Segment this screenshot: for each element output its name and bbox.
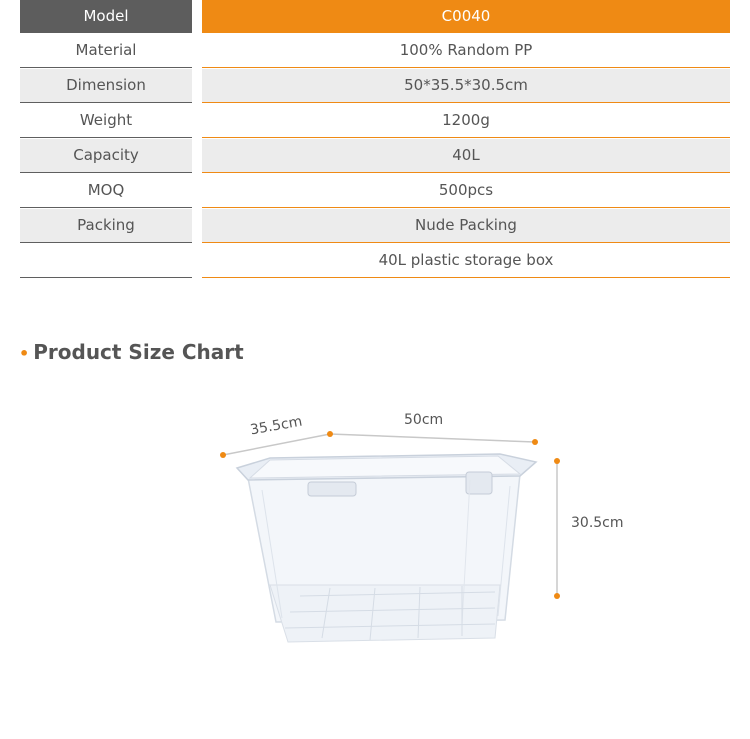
table-row [20,174,730,209]
table-row [20,139,730,174]
row-label: Packing [20,209,192,243]
table-header-row [20,0,730,34]
row-label: Dimension [20,69,192,103]
size-chart [0,380,750,680]
row-value: 40L plastic storage box [202,244,730,278]
table-row [20,34,730,69]
spec-table [20,0,730,279]
section-title [19,340,244,364]
bullet-dot-icon: • [19,344,30,363]
table-row [20,69,730,104]
row-label: Weight [20,104,192,138]
depth-label: 35.5cm [249,413,304,439]
header-value: C0040 [202,0,730,33]
row-value: Nude Packing [202,209,730,243]
table-row [20,209,730,244]
storage-box-illustration [0,380,750,680]
row-label: Capacity [20,139,192,173]
row-value: 500pcs [202,174,730,208]
size-chart-title: Product Size Chart [33,340,244,364]
table-row [20,104,730,139]
row-value: 40L [202,139,730,173]
row-value: 50*35.5*30.5cm [202,69,730,103]
row-value: 100% Random PP [202,34,730,68]
row-label [20,244,192,278]
row-value: 1200g [202,104,730,138]
table-row [20,244,730,279]
header-label: Model [20,0,192,33]
row-label: MOQ [20,174,192,208]
width-label: 50cm [404,412,444,428]
height-label: 30.5cm [571,515,624,531]
row-label: Material [20,34,192,68]
